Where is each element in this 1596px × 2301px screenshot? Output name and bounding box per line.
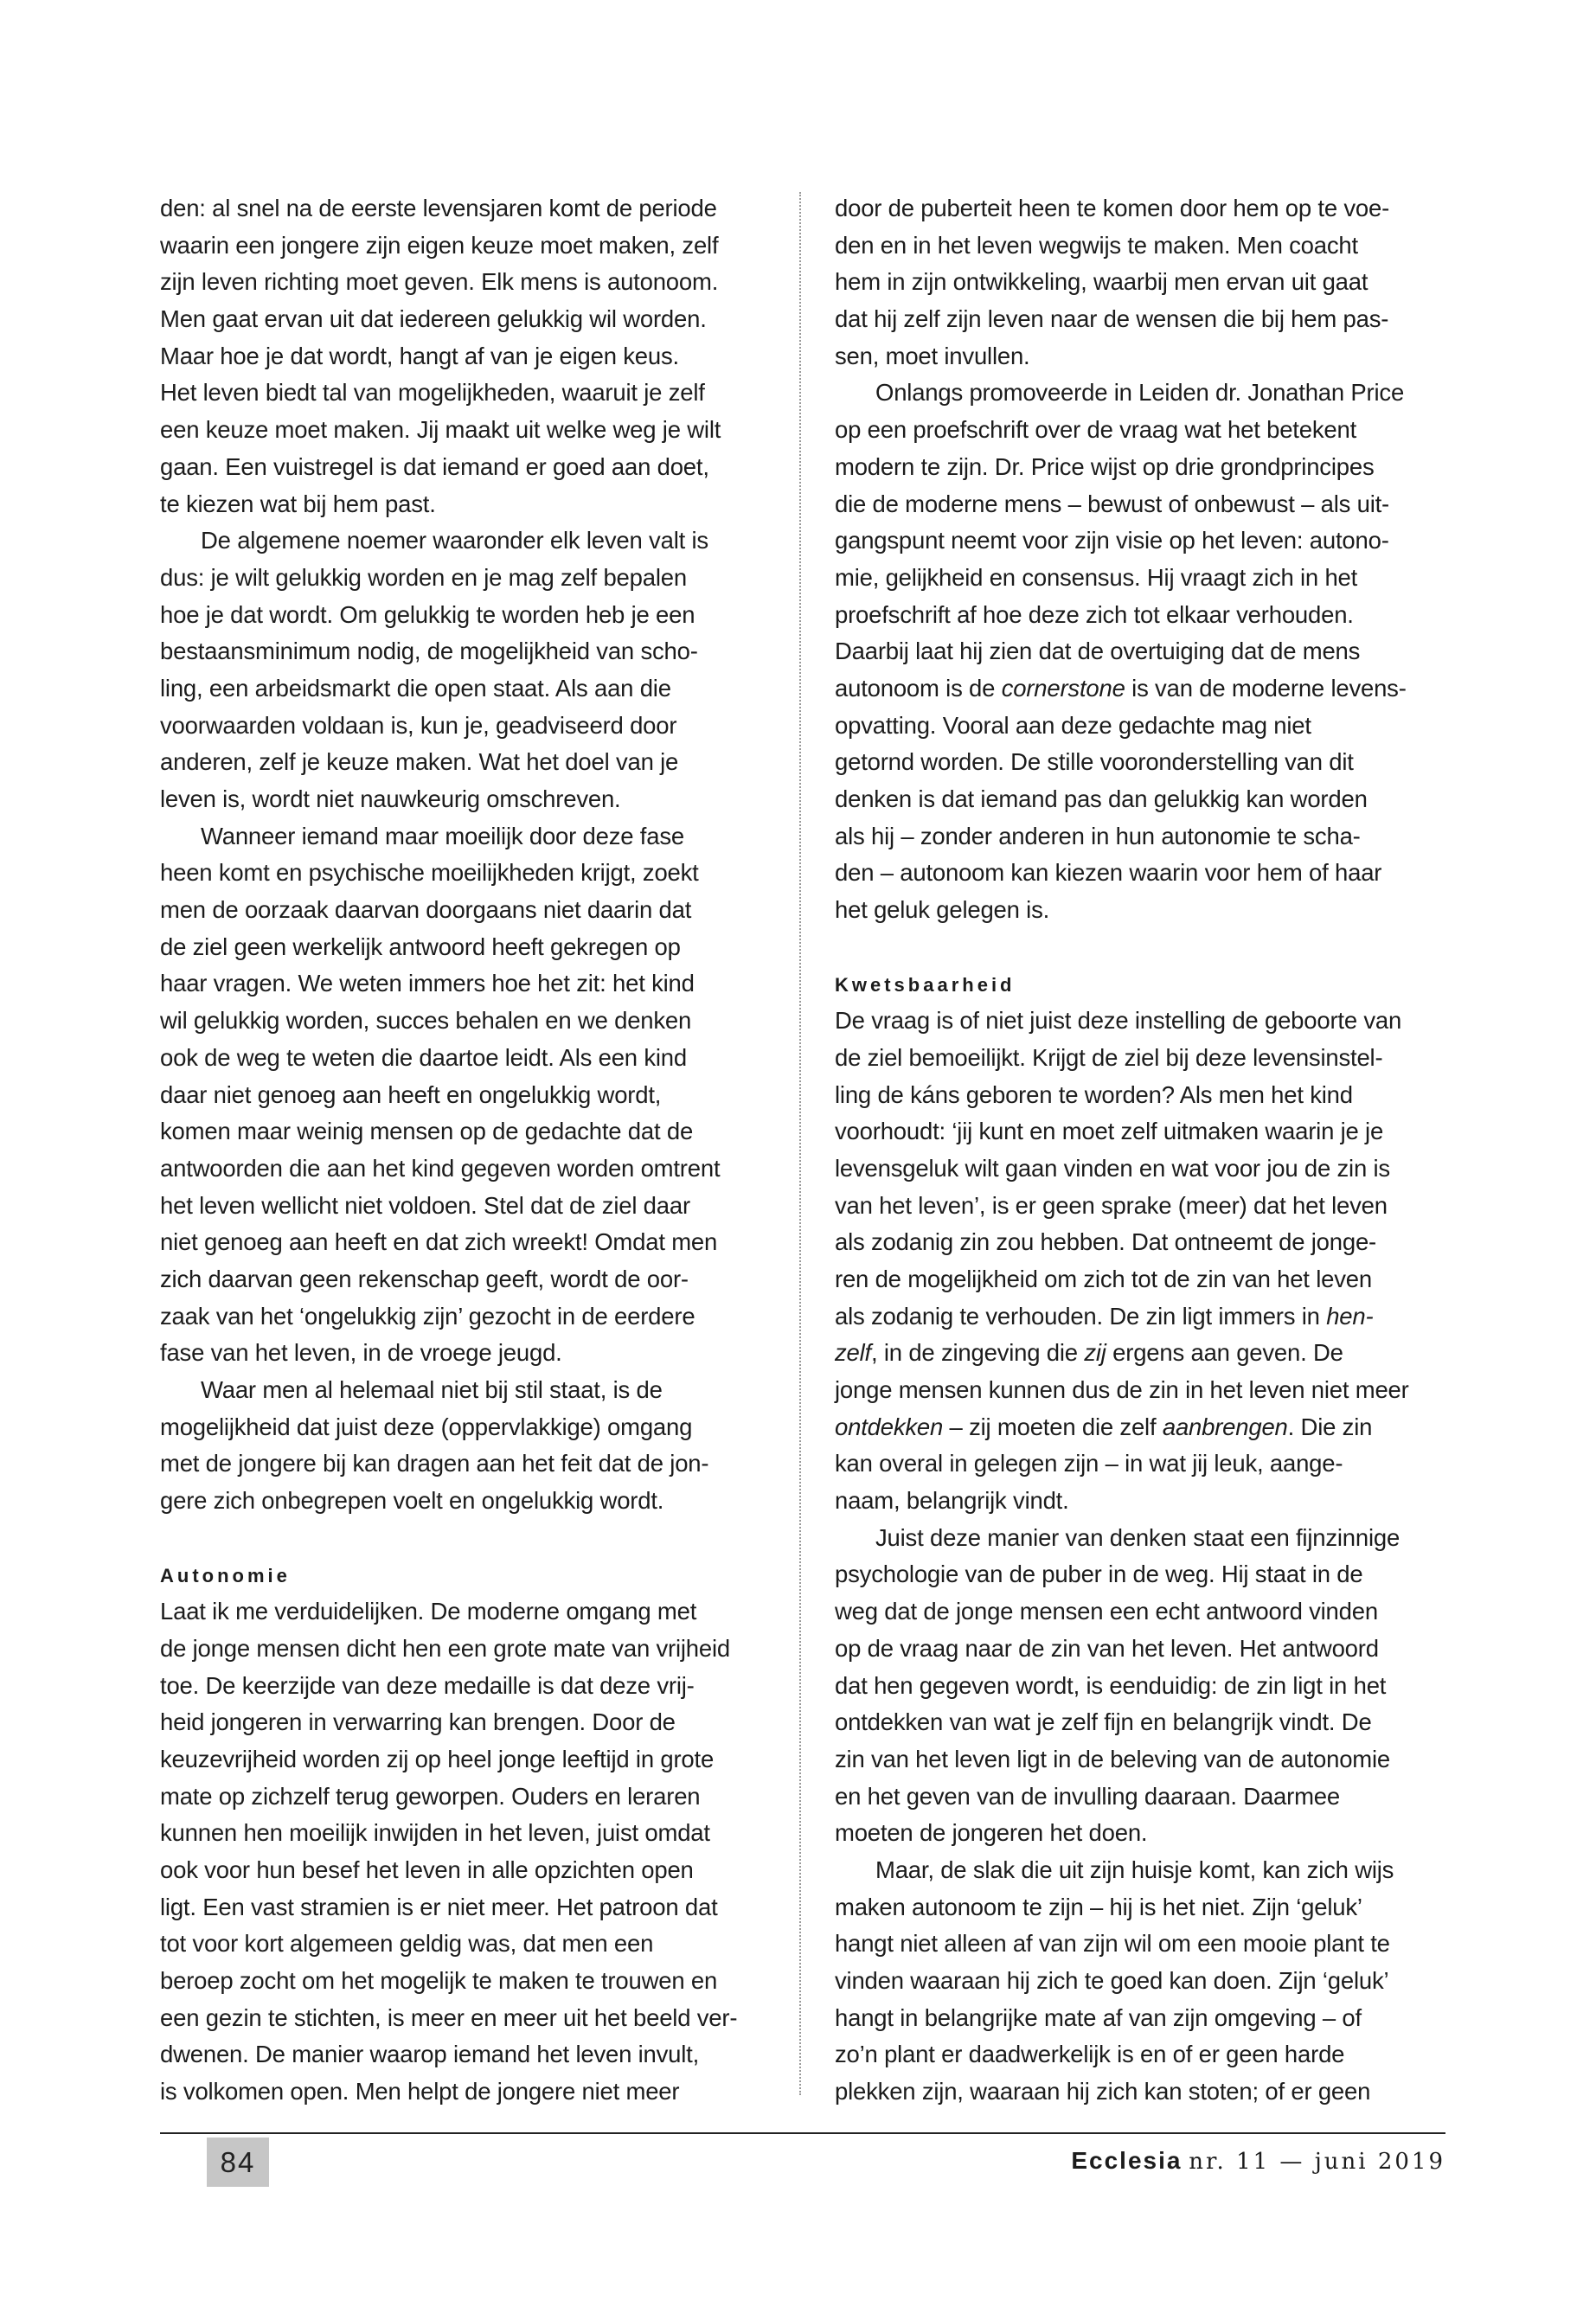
- footer-rule: [160, 2132, 1445, 2134]
- italic-text: zelf: [835, 1339, 871, 1367]
- text-line: modern te zijn. Dr. Price wijst op drie grondprincipes: [835, 452, 1375, 480]
- text-segment: autonoom is de: [835, 674, 1002, 702]
- text-line: den – autonoom kan kiezen waarin voor hem of haar: [835, 859, 1382, 887]
- text-line: haar vragen. We weten immers hoe het zit: het kind: [160, 970, 695, 997]
- text-line: den en in het leven wegwijs te maken. Men coacht: [835, 231, 1358, 259]
- paragraph-start-line: Wanneer iemand maar moeilijk door deze fase: [201, 822, 684, 849]
- text-line: komen maar weinig mensen op de gedachte dat de: [160, 1118, 694, 1145]
- text-line: men de oorzaak daarvan doorgaans niet daarin dat: [160, 896, 692, 924]
- text-line: [835, 670, 1458, 708]
- text-line: heen komt en psychische moeilijkheden krijgt, zoekt: [160, 859, 699, 887]
- text-line: dwenen. De manier waarop iemand het leven invult,: [160, 2041, 700, 2068]
- text-line: het leven wellicht niet voldoen. Stel dat de ziel daar: [160, 1191, 690, 1219]
- text-line: vinden waaraan hij zich te goed kan doen. Zijn ‘geluk’: [835, 1967, 1389, 1994]
- italic-text: hen-: [1326, 1302, 1374, 1330]
- section-heading: Autonomie: [160, 1565, 291, 1587]
- text-line: moeten de jongeren het doen.: [835, 1819, 1148, 1847]
- text-line: beroep zocht om het mogelijk te maken te trouwen en: [160, 1967, 718, 1994]
- text-line: Daarbij laat hij zien dat de overtuiging dat de mens: [835, 638, 1361, 665]
- text-line: als hij – zonder anderen in hun autonomie te scha-: [835, 822, 1361, 849]
- text-line: keuzevrijheid worden zij op heel jonge leeftijd in grote: [160, 1745, 715, 1772]
- text-line: bestaansminimum nodig, de mogelijkheid van scho-: [160, 638, 698, 665]
- text-line: Men gaat ervan uit dat iedereen gelukkig wil worden.: [160, 305, 707, 333]
- paragraph-start-line: Waar men al helemaal niet bij stil staat, is de: [201, 1376, 663, 1403]
- text-line: met de jongere bij kan dragen aan het feit dat de jon-: [160, 1450, 709, 1477]
- column-divider: [799, 192, 801, 2095]
- paragraph-start-line: Juist deze manier van denken staat een fijnzinnige: [875, 1523, 1401, 1551]
- text-line: hangt in belangrijke mate af van zijn omgeving – of: [835, 2003, 1362, 2031]
- text-line: sen, moet invullen.: [835, 342, 1030, 369]
- text-line: hem in zijn ontwikkeling, waarbij men ervan uit gaat: [835, 268, 1368, 296]
- text-line: ontdekken van wat je zelf fijn en belangrijk vindt. De: [835, 1708, 1372, 1736]
- text-line: psychologie van de puber in de weg. Hij staat in de: [835, 1561, 1363, 1588]
- text-line: van het leven’, is er geen sprake (meer) dat het leven: [835, 1191, 1388, 1219]
- text-line: heid jongeren in verwarring kan brengen. Door de: [160, 1708, 676, 1736]
- text-line: kan overal in gelegen zijn – in wat jij leuk, aange-: [835, 1450, 1343, 1477]
- text-line: [835, 1335, 1458, 1372]
- text-line: dat hen gegeven wordt, is eenduidig: de zin ligt in het: [835, 1671, 1387, 1699]
- text-line: plekken zijn, waaraan hij zich kan stoten; of er geen: [835, 2078, 1371, 2106]
- text-line: ligt. Een vast stramien is er niet meer. Het patroon dat: [160, 1893, 718, 1920]
- text-line: is volkomen open. Men helpt de jongere niet meer: [160, 2078, 680, 2106]
- text-line: ling de káns geboren te worden? Als men het kind: [835, 1080, 1353, 1108]
- text-line: mogelijkheid dat juist deze (oppervlakkige) omgang: [160, 1413, 693, 1440]
- text-line: Het leven biedt tal van mogelijkheden, waaruit je zelf: [160, 379, 705, 407]
- text-line: [835, 1298, 1458, 1336]
- text-line: zich daarvan geen rekenschap geeft, wordt de oor-: [160, 1265, 689, 1292]
- text-line: dus: je wilt gelukkig worden en je mag zelf bepalen: [160, 563, 687, 591]
- text-line: op een proefschrift over de vraag wat het betekent: [835, 416, 1357, 444]
- text-line: op de vraag naar de zin van het leven. Het antwoord: [835, 1634, 1379, 1662]
- italic-text: cornerstone: [1001, 674, 1125, 702]
- text-line: zo’n plant er daadwerkelijk is en of er geen harde: [835, 2041, 1345, 2068]
- text-line: gere zich onbegrepen voelt en ongelukkig wordt.: [160, 1487, 664, 1515]
- text-line: zijn leven richting moet geven. Elk mens is autonoom.: [160, 268, 719, 296]
- footer-publication: [1071, 2147, 1445, 2175]
- text-line: te kiezen wat bij hem past.: [160, 490, 436, 517]
- text-line: door de puberteit heen te komen door hem op te voe-: [835, 195, 1390, 221]
- text-line: opvatting. Vooral aan deze gedachte mag niet: [835, 711, 1311, 739]
- magazine-name: Ecclesia: [1071, 2147, 1183, 2174]
- text-line: Laat ik me verduidelijken. De moderne omgang met: [160, 1598, 697, 1625]
- text-line: levensgeluk wilt gaan vinden en wat voor jou de zin is: [835, 1154, 1390, 1182]
- text-line: ook voor hun besef het leven in alle opzichten open: [160, 1856, 694, 1883]
- paragraph-start-line: De algemene noemer waaronder elk leven valt is: [201, 527, 708, 554]
- text-line: de jonge mensen dicht hen een grote mate van vrijheid: [160, 1634, 731, 1662]
- text-line: mate op zichzelf terug geworpen. Ouders en leraren: [160, 1782, 701, 1810]
- text-segment: als zodanig te verhouden. De zin ligt immers in: [835, 1302, 1327, 1330]
- text-line: voorhoudt: ‘jij kunt en moet zelf uitmaken waarin je je: [835, 1118, 1384, 1145]
- text-line: gangspunt neemt voor zijn visie op het leven: autono-: [835, 527, 1389, 554]
- text-line: [835, 1409, 1458, 1446]
- italic-text: aanbrengen: [1162, 1413, 1288, 1440]
- text-line: waarin een jongere zijn eigen keuze moet maken, zelf: [160, 231, 719, 259]
- text-line: den: al snel na de eerste levensjaren komt de periode: [160, 195, 717, 221]
- text-line: zin van het leven ligt in de beleving van de autonomie: [835, 1745, 1391, 1772]
- text-line: een keuze moet maken. Jij maakt uit welke weg je wilt: [160, 416, 721, 444]
- right-column: [835, 190, 1458, 2111]
- text-line: wil gelukkig worden, succes behalen en we denken: [160, 1007, 692, 1035]
- text-line: Maar hoe je dat wordt, hangt af van je eigen keus.: [160, 342, 679, 369]
- italic-text: zij: [1084, 1339, 1106, 1367]
- text-segment: . Die zin: [1287, 1413, 1373, 1440]
- text-segment: ergens aan geven. De: [1106, 1339, 1343, 1367]
- text-line: hoe je dat wordt. Om gelukkig te worden heb je een: [160, 600, 695, 628]
- text-line: niet genoeg aan heeft en dat zich wreekt! Omdat men: [160, 1228, 718, 1256]
- text-line: dat hij zelf zijn leven naar de wensen die bij hem pas-: [835, 305, 1389, 333]
- text-line: denken is dat iemand pas dan gelukkig kan worden: [835, 785, 1368, 812]
- italic-text: ontdekken: [835, 1413, 944, 1440]
- text-line: ling, een arbeidsmarkt die open staat. Als aan die: [160, 674, 671, 702]
- text-line: ren de mogelijkheid om zich tot de zin van het leven: [835, 1265, 1372, 1292]
- paragraph-start-line: Onlangs promoveerde in Leiden dr. Jonathan Price: [875, 379, 1405, 407]
- text-line: de ziel geen werkelijk antwoord heeft gekregen op: [160, 933, 681, 960]
- issue-info: nr. 11 — juni 2019: [1189, 2149, 1445, 2175]
- text-line: getornd worden. De stille vooronderstelling van dit: [835, 748, 1354, 776]
- page-number: 84: [207, 2138, 269, 2187]
- text-line: gaan. Een vuistregel is dat iemand er goed aan doet,: [160, 452, 709, 480]
- text-line: voorwaarden voldaan is, kun je, geadviseerd door: [160, 711, 677, 739]
- text-line: jonge mensen kunnen dus de zin in het leven niet meer: [835, 1376, 1409, 1403]
- text-line: leven is, wordt niet nauwkeurig omschreven.: [160, 785, 621, 812]
- text-line: De vraag is of niet juist deze instelling de geboorte van: [835, 1007, 1402, 1035]
- text-segment: – zij moeten die zelf: [943, 1413, 1163, 1440]
- text-line: maken autonoom te zijn – hij is het niet. Zijn ‘geluk’: [835, 1893, 1362, 1920]
- text-line: en het geven van de invulling daaraan. Daarmee: [835, 1782, 1340, 1810]
- text-line: proefschrift af hoe deze zich tot elkaar verhouden.: [835, 600, 1354, 628]
- text-line: tot voor kort algemeen geldig was, dat men een: [160, 1930, 654, 1958]
- text-line: anderen, zelf je keuze maken. Wat het doel van je: [160, 748, 679, 776]
- text-line: toe. De keerzijde van deze medaille is dat deze vrij-: [160, 1671, 695, 1699]
- text-line: het geluk gelegen is.: [835, 896, 1050, 924]
- text-line: ook de weg te weten die daartoe leidt. Als een kind: [160, 1043, 687, 1071]
- text-line: mie, gelijkheid en consensus. Hij vraagt zich in het: [835, 563, 1358, 591]
- text-line: antwoorden die aan het kind gegeven worden omtrent: [160, 1154, 721, 1182]
- text-line: weg dat de jonge mensen een echt antwoord vinden: [835, 1598, 1378, 1625]
- text-line: kunnen hen moeilijk inwijden in het leven, juist omdat: [160, 1819, 710, 1847]
- paragraph-start-line: Maar, de slak die uit zijn huisje komt, kan zich wijs: [875, 1856, 1394, 1883]
- text-line: fase van het leven, in de vroege jeugd.: [160, 1339, 562, 1367]
- text-line: die de moderne mens – bewust of onbewust – als uit-: [835, 490, 1390, 517]
- text-line: daar niet genoeg aan heeft en ongelukkig wordt,: [160, 1080, 662, 1108]
- text-line: een gezin te stichten, is meer en meer uit het beeld ver-: [160, 2003, 738, 2031]
- text-line: als zodanig zin zou hebben. Dat ontneemt de jonge-: [835, 1228, 1376, 1256]
- text-line: zaak van het ‘ongelukkig zijn’ gezocht in de eerdere: [160, 1302, 695, 1330]
- text-line: naam, belangrijk vindt.: [835, 1487, 1069, 1515]
- text-segment: , in de zingeving die: [871, 1339, 1085, 1367]
- section-heading: Kwetsbaarheid: [835, 974, 1016, 997]
- text-line: de ziel bemoeilijkt. Krijgt de ziel bij deze levensinstel-: [835, 1043, 1383, 1071]
- left-column: [160, 190, 783, 2111]
- text-segment: is van de moderne levens-: [1125, 674, 1407, 702]
- text-line: hangt niet alleen af van zijn wil om een mooie plant te: [835, 1930, 1390, 1958]
